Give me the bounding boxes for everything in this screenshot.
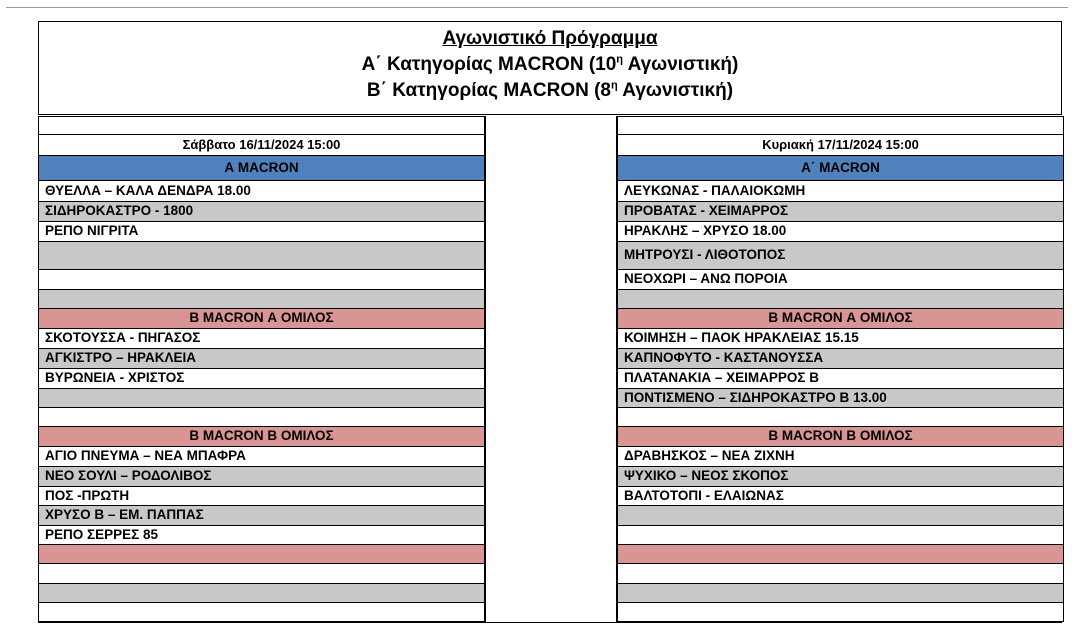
match-row: ΒΥΡΩΝΕΙΑ - ΧΡΙΣΤΟΣ xyxy=(39,368,484,388)
title-box xyxy=(38,21,1062,115)
match-row xyxy=(618,407,1063,426)
match-row xyxy=(618,505,1063,525)
match-row: ΠΛΑΤΑΝΑΚΙΑ – ΧΕΙΜΑΡΡΟΣ Β xyxy=(618,368,1063,388)
spacer-row xyxy=(618,116,1063,134)
match-row: ΔΡΑΒΗΣΚΟΣ – ΝΕΑ ΖΙΧΝΗ xyxy=(618,446,1063,466)
match-row: ΣΚΟΤΟΥΣΣΑ - ΠΗΓΑΣΟΣ xyxy=(39,328,484,348)
subtitle-a: Α΄ Κατηγορίας MACRON ($10^\eta$ Αγωνιστική) xyxy=(361,53,739,75)
group-header-b-a: Β MACRON Α ΟΜΙΛΟΣ xyxy=(39,308,484,328)
match-row: ΛΕΥΚΩΝΑΣ - ΠΑΛΑΙΟΚΩΜΗ xyxy=(618,180,1063,201)
match-row xyxy=(618,525,1063,544)
group-header-a: Α΄ MACRON xyxy=(618,155,1063,180)
sunday-schedule xyxy=(617,116,1064,622)
match-row: ΜΗΤΡΟΥΣΙ - ΛΙΘΟΤΟΠΟΣ xyxy=(618,241,1063,269)
match-row xyxy=(618,602,1063,621)
match-row xyxy=(39,407,484,426)
group-header-a: Α MACRON xyxy=(39,155,484,180)
match-row: ΗΡΑΚΛΗΣ – ΧΡΥΣΟ 18.00 xyxy=(618,221,1063,241)
match-row: ΝΕΟ ΣΟΥΛΙ – ΡΟΔΟΛΙΒΟΣ xyxy=(39,466,484,486)
match-row: ΣΙΔΗΡΟΚΑΣΤΡΟ - 1800 xyxy=(39,201,484,221)
match-row: ΑΓΚΙΣΤΡΟ – ΗΡΑΚΛΕΙΑ xyxy=(39,348,484,368)
page-title: Αγωνιστικό Πρόγραμμα xyxy=(442,28,658,49)
middle-spacer-column xyxy=(485,116,617,622)
match-row: ΨΥΧΙΚΟ – ΝΕΟΣ ΣΚΟΠΟΣ xyxy=(618,466,1063,486)
match-row: ΡΕΠΟ ΣΕΡΡΕΣ 85 xyxy=(39,525,484,544)
match-row xyxy=(618,563,1063,583)
match-row xyxy=(39,544,484,563)
match-row: ΚΑΠΝΟΦΥΤΟ - ΚΑΣΤΑΝΟΥΣΣΑ xyxy=(618,348,1063,368)
match-row xyxy=(39,583,484,602)
group-header-b-b: Β MACRON Β ΟΜΙΛΟΣ xyxy=(39,426,484,446)
date-header: Σάββατο 16/11/2024 15:00 xyxy=(39,134,484,155)
match-row: ΑΓΙΟ ΠΝΕΥΜΑ – ΝΕΑ ΜΠΑΦΡΑ xyxy=(39,446,484,466)
match-row: ΠΡΟΒΑΤΑΣ - ΧΕΙΜΑΡΡΟΣ xyxy=(618,201,1063,221)
match-row xyxy=(618,289,1063,308)
match-row xyxy=(39,602,484,621)
match-row xyxy=(39,269,484,289)
date-header: Κυριακή 17/11/2024 15:00 xyxy=(618,134,1063,155)
match-row xyxy=(39,241,484,269)
match-row xyxy=(39,289,484,308)
match-row: ΠΟΣ -ΠΡΩΤΗ xyxy=(39,486,484,505)
match-row: ΘΥΕΛΛΑ – ΚΑΛΑ ΔΕΝΔΡΑ 18.00 xyxy=(39,180,484,201)
match-row: ΒΑΛΤΟΤΟΠΙ - ΕΛΑΙΩΝΑΣ xyxy=(618,486,1063,505)
top-rule xyxy=(6,7,1068,8)
match-row xyxy=(39,563,484,583)
match-row: ΧΡΥΣΟ Β – ΕΜ. ΠΑΠΠΑΣ xyxy=(39,505,484,525)
saturday-schedule xyxy=(38,116,485,622)
match-row xyxy=(618,544,1063,563)
group-header-b-b: Β MACRON Β ΟΜΙΛΟΣ xyxy=(618,426,1063,446)
match-row xyxy=(618,583,1063,602)
match-row: ΚΟΙΜΗΣΗ – ΠΑΟΚ ΗΡΑΚΛΕΙΑΣ 15.15 xyxy=(618,328,1063,348)
match-row: ΡΕΠΟ ΝΙΓΡΙΤΑ xyxy=(39,221,484,241)
match-row: ΠΟΝΤΙΣΜΕΝΟ – ΣΙΔΗΡΟΚΑΣΤΡΟ Β 13.00 xyxy=(618,388,1063,407)
bottom-rule xyxy=(38,622,1062,623)
match-row: ΝΕΟΧΩΡΙ – ΑΝΩ ΠΟΡΟΙΑ xyxy=(618,269,1063,289)
match-row xyxy=(39,388,484,407)
spacer-row xyxy=(39,116,484,134)
group-header-b-a: Β MACRON Α ΟΜΙΛΟΣ xyxy=(618,308,1063,328)
subtitle-b: Β΄ Κατηγορίας MACRON ($8^\eta$ Αγωνιστική) xyxy=(366,79,734,101)
